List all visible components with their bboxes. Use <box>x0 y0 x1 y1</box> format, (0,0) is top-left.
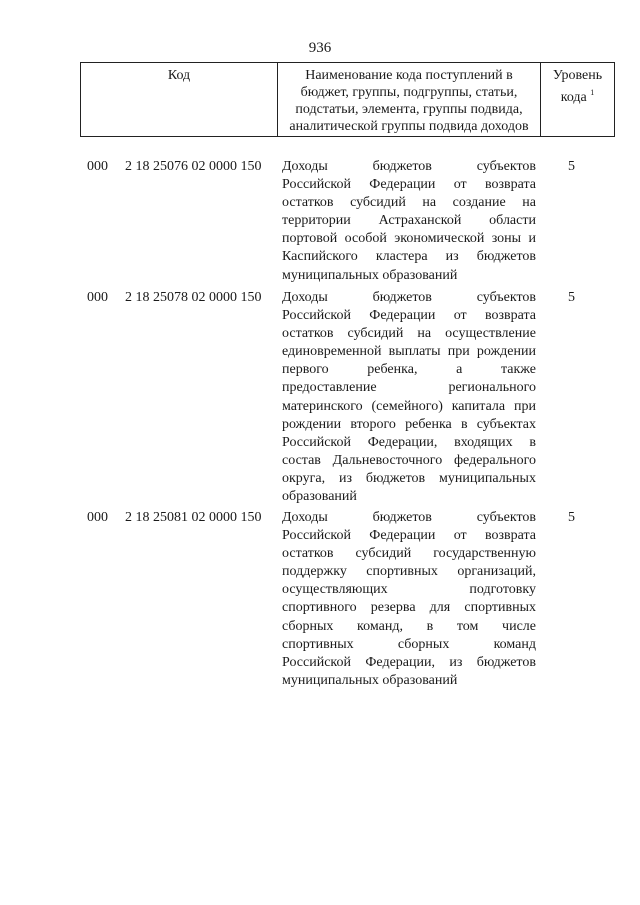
row-name-line: Доходы бюджетов субъектов <box>282 159 536 174</box>
header-name <box>278 63 541 136</box>
row-name-line: первого ребенка, а также <box>282 362 536 378</box>
row-name-line: Российской Федерации от возврата <box>282 177 536 193</box>
row-code: 2 18 25076 02 0000 150 <box>125 159 262 174</box>
row-name-line: муниципальных образований <box>282 267 458 283</box>
row-name-line: состав Дальневосточного федерального <box>282 452 536 468</box>
row-prefix: 000 <box>87 510 108 525</box>
row-name <box>282 509 536 690</box>
row-level: 5 <box>568 510 575 525</box>
header-level-kod: кода <box>560 90 587 105</box>
row-name <box>282 158 536 285</box>
row-name-line: Российской Федерации от возврата <box>282 528 536 544</box>
row-name-line: рождении второго ребенка в субъектах <box>282 416 536 432</box>
row-name-line: образований <box>282 489 357 505</box>
row-name-line: спортивных сборных команд <box>282 636 536 652</box>
row-code: 2 18 25081 02 0000 150 <box>125 510 262 525</box>
row-name-line: Российской Федерации от возврата <box>282 308 536 324</box>
row-name-line: предоставление регионального <box>282 380 536 396</box>
row-name-line: остатков субсидий государственную <box>282 546 536 562</box>
row-code: 2 18 25078 02 0000 150 <box>125 290 262 305</box>
header-name-line: Наименование кода поступлений в <box>305 68 513 83</box>
header-name-line: аналитической группы подвида доходов <box>289 119 529 134</box>
row-name-line: остатков субсидий на осуществление <box>282 326 536 342</box>
row-name-line: сборных команд, в том числе <box>282 618 536 634</box>
row-name-line: Доходы бюджетов субъектов <box>282 290 536 305</box>
row-name-line: Доходы бюджетов субъектов <box>282 510 536 525</box>
row-name-line: портовой особой экономической зоны и <box>282 231 536 247</box>
header-level-line: Уровень <box>552 68 603 83</box>
row-name-line: поддержку спортивных организаций, <box>282 564 536 580</box>
table-header <box>80 62 615 137</box>
row-name <box>282 289 536 506</box>
header-level-line2 <box>541 84 614 106</box>
row-name-line: остатков субсидий на создание на <box>282 195 536 211</box>
footnote-marker: 1 <box>590 88 595 97</box>
header-code: Код <box>81 63 278 136</box>
page-number: 936 <box>308 40 332 56</box>
row-name-line: Каспийского кластера из бюджетов <box>282 249 536 265</box>
row-name-line: территории Астраханской области <box>282 213 536 229</box>
row-name-line: округа, из бюджетов муниципальных <box>282 470 536 486</box>
row-prefix: 000 <box>87 290 108 305</box>
row-name-line: единовременной выплаты при рождении <box>282 344 536 360</box>
header-name-line: бюджет, группы, подгруппы, статьи, <box>300 85 518 100</box>
row-name-line: муниципальных образований <box>282 672 458 688</box>
row-name-line: спортивного резерва для спортивных <box>282 600 536 616</box>
header-name-line: подстатьи, элемента, группы подвида, <box>295 102 523 117</box>
row-name-line: Российской Федерации, из бюджетов <box>282 654 536 670</box>
row-name-line: материнского (семейного) капитала при <box>282 398 536 414</box>
row-name-line: осуществляющих подготовку <box>282 582 536 598</box>
row-level: 5 <box>568 159 575 174</box>
row-name-line: Российской Федерации, входящих в <box>282 434 536 450</box>
row-prefix: 000 <box>87 159 108 174</box>
row-level: 5 <box>568 290 575 305</box>
header-level <box>541 63 614 136</box>
